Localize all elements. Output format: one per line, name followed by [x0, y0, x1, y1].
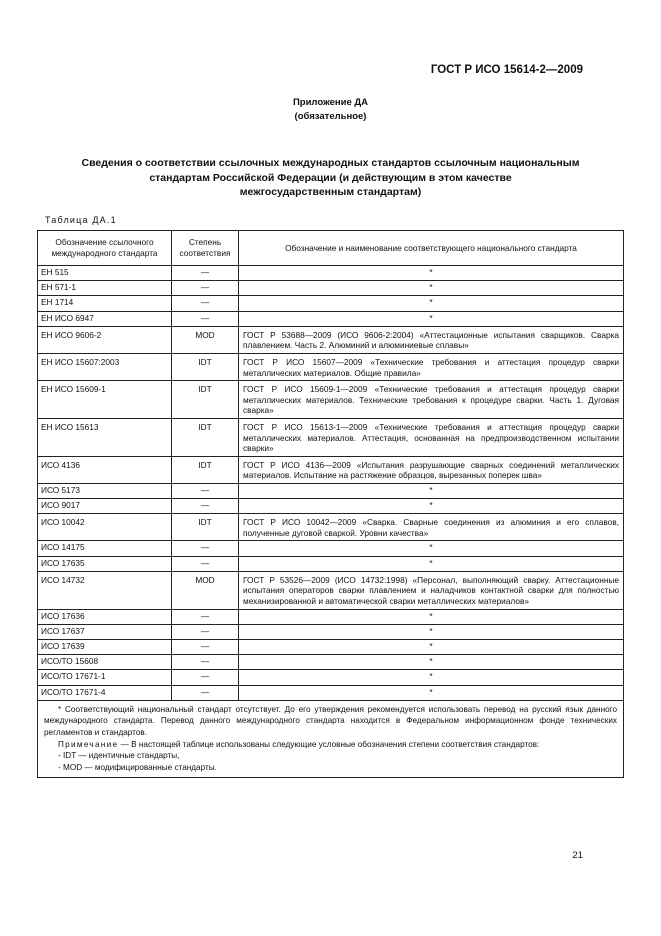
table-row [38, 670, 624, 685]
table-row [38, 311, 624, 326]
note [44, 739, 617, 751]
cell-national-standard: ГОСТ Р 53688—2009 (ИСО 9606-2:2004) «Аттестационные испытания сварщиков. Сварка плавлением. Часть 2. Алюминий и алюминиевые сплавы» [239, 326, 624, 353]
table-row [38, 639, 624, 654]
table-row [38, 655, 624, 670]
header-national-standard: Обозначение и наименование соответствующего национального стандарта [239, 231, 624, 266]
cell-degree: — [172, 655, 239, 670]
cell-reference-standard: ЕН ИСО 6947 [38, 311, 172, 326]
document-title [40, 156, 621, 200]
cell-degree: — [172, 609, 239, 624]
cell-degree: — [172, 266, 239, 281]
table-row [38, 381, 624, 419]
cell-national-standard: * [239, 609, 624, 624]
header-reference-standard: Обозначение ссылочного международного стандарта [38, 231, 172, 266]
cell-national-standard: * [239, 281, 624, 296]
cell-reference-standard: ИСО 10042 [38, 514, 172, 541]
table-row [38, 571, 624, 609]
cell-national-standard: ГОСТ Р ИСО 4136—2009 «Испытания разрушающие сварных соединений металлических материалов. Испытание на растяжение образцов, вырезанных поперек шва» [239, 456, 624, 483]
cell-degree: — [172, 311, 239, 326]
table-row [38, 514, 624, 541]
cell-degree: IDT [172, 353, 239, 380]
cell-reference-standard: ИСО 5173 [38, 483, 172, 498]
cell-reference-standard: ИСО/ТО 17671-4 [38, 685, 172, 700]
cell-reference-standard: ИСО 14732 [38, 571, 172, 609]
annex-heading [0, 96, 661, 124]
table-header-row [38, 231, 624, 266]
cell-national-standard: * [239, 556, 624, 571]
table-row [38, 353, 624, 380]
table-row [38, 326, 624, 353]
cell-reference-standard: ИСО 9017 [38, 499, 172, 514]
cell-reference-standard: ЕН ИСО 15609-1 [38, 381, 172, 419]
cell-degree: — [172, 685, 239, 700]
annex-subtitle: (обязательное) [294, 111, 367, 122]
cell-degree: — [172, 499, 239, 514]
correspondence-table [37, 230, 624, 778]
cell-national-standard: * [239, 296, 624, 311]
cell-national-standard: ГОСТ Р ИСО 15609-1—2009 «Технические требования и аттестация процедур сварки металлических материалов. Технические требования к процедуре сварки. Часть 1. Дуговая сварка» [239, 381, 624, 419]
table-notes [38, 700, 624, 778]
table-row [38, 483, 624, 498]
title-line-1: Сведения о соответствии ссылочных международных стандартов ссылочным национальным [81, 157, 580, 169]
cell-degree: — [172, 639, 239, 654]
header-degree: Степень соответствия [172, 231, 239, 266]
cell-national-standard: * [239, 499, 624, 514]
title-line-2: стандартам Российской Федерации (и действующим в этом качестве [149, 171, 512, 184]
table-row [38, 266, 624, 281]
cell-reference-standard: ЕН 1714 [38, 296, 172, 311]
standard-code-header: ГОСТ Р ИСО 15614-2—2009 [430, 64, 583, 76]
cell-reference-standard: ЕН ИСО 9606-2 [38, 326, 172, 353]
cell-national-standard: * [239, 483, 624, 498]
cell-reference-standard: ИСО 17636 [38, 609, 172, 624]
cell-national-standard: ГОСТ Р ИСО 10042—2009 «Сварка. Сварные соединения из алюминия и его сплавов, полученные дуговой сваркой. Уровни качества» [239, 514, 624, 541]
table-notes-row [38, 700, 624, 778]
cell-degree: IDT [172, 514, 239, 541]
cell-degree: MOD [172, 326, 239, 353]
cell-degree: — [172, 624, 239, 639]
cell-degree: IDT [172, 381, 239, 419]
note-text: — В настоящей таблице использованы следующие условные обозначения степени соответствия стандартов: [118, 739, 540, 749]
legend-mod: - MOD — модифицированные стандарты. [58, 762, 217, 772]
cell-national-standard: * [239, 655, 624, 670]
cell-reference-standard: ЕН 571-1 [38, 281, 172, 296]
cell-degree: — [172, 541, 239, 556]
title-line-3: межгосударственным стандартам) [239, 186, 422, 198]
table-row [38, 685, 624, 700]
table-row [38, 418, 624, 456]
table-row [38, 281, 624, 296]
cell-reference-standard: ИСО/ТО 17671-1 [38, 670, 172, 685]
cell-degree: IDT [172, 418, 239, 456]
table-label: Таблица ДА.1 [45, 215, 117, 225]
annex-title: Приложение ДА [292, 97, 369, 108]
cell-national-standard: ГОСТ Р ИСО 15607—2009 «Технические требования и аттестация процедур сварки металлических материалов. Общие правила» [239, 353, 624, 380]
cell-national-standard: ГОСТ Р 53526—2009 (ИСО 14732:1998) «Персонал, выполняющий сварку. Аттестационные испытания операторов сварки плавлением и наладчиков контактной сварки для полностью механизированной и автоматической сварки металлических материалов» [239, 571, 624, 609]
cell-degree: MOD [172, 571, 239, 609]
cell-national-standard: * [239, 541, 624, 556]
cell-degree: — [172, 670, 239, 685]
cell-reference-standard: ЕН ИСО 15607:2003 [38, 353, 172, 380]
cell-national-standard: * [239, 266, 624, 281]
cell-degree: — [172, 556, 239, 571]
cell-reference-standard: ИСО 17639 [38, 639, 172, 654]
cell-national-standard: * [239, 639, 624, 654]
cell-national-standard: * [239, 624, 624, 639]
footnote: * Соответствующий национальный стандарт отсутствует. До его утверждения рекомендуется использовать перевод на русский язык данного международного стандарта. Перевод данного международного стандарта находится в Федеральном информационном фонде технических регламентов и стандартов. [44, 704, 617, 737]
page-number: 21 [572, 850, 583, 861]
cell-national-standard: * [239, 670, 624, 685]
cell-degree: — [172, 281, 239, 296]
table-row [38, 624, 624, 639]
table-row [38, 296, 624, 311]
cell-national-standard: ГОСТ Р ИСО 15613-1—2009 «Технические требования и аттестация процедур сварки металлических материалов. Аттестация, основанная на предпроизводственном испытании сварки» [239, 418, 624, 456]
table-row [38, 456, 624, 483]
table-row [38, 556, 624, 571]
cell-reference-standard: ЕН ИСО 15613 [38, 418, 172, 456]
cell-national-standard: * [239, 311, 624, 326]
cell-reference-standard: ИСО 17635 [38, 556, 172, 571]
cell-reference-standard: ИСО 4136 [38, 456, 172, 483]
table-row [38, 609, 624, 624]
cell-degree: IDT [172, 456, 239, 483]
cell-degree: — [172, 296, 239, 311]
cell-national-standard: * [239, 685, 624, 700]
cell-reference-standard: ИСО/ТО 15608 [38, 655, 172, 670]
cell-reference-standard: ИСО 17637 [38, 624, 172, 639]
table-row [38, 499, 624, 514]
note-label: Примечание [58, 739, 119, 749]
cell-reference-standard: ИСО 14175 [38, 541, 172, 556]
table-row [38, 541, 624, 556]
cell-reference-standard: ЕН 515 [38, 266, 172, 281]
cell-degree: — [172, 483, 239, 498]
legend-idt: - IDT — идентичные стандарты, [58, 751, 180, 761]
